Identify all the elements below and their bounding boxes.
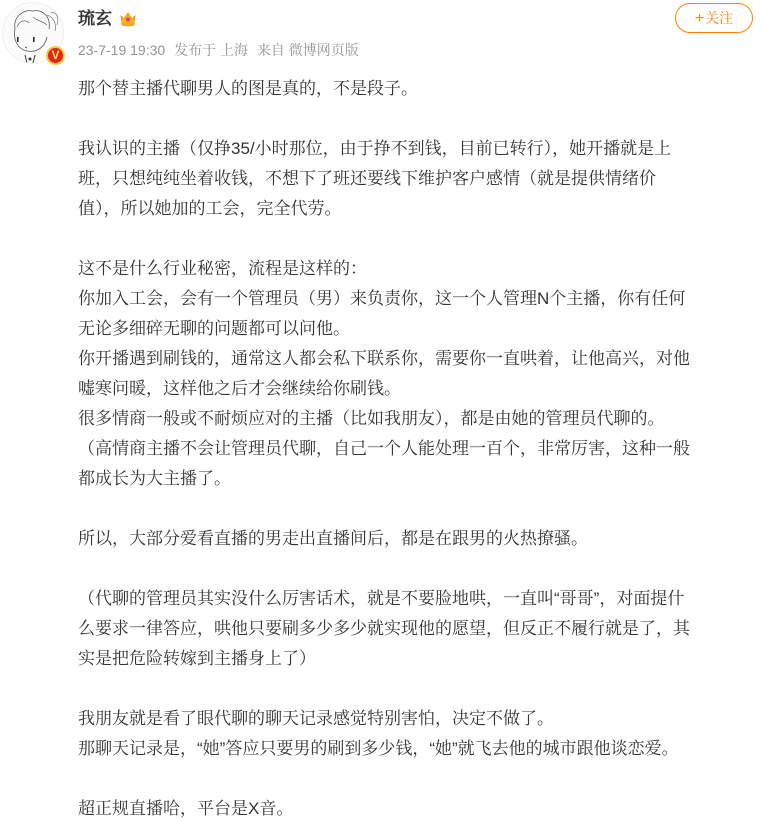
verified-v-icon: V xyxy=(46,46,65,65)
post-body-line: 我认识的主播（仅挣35/小时那位，由于挣不到钱，目前已转行），她开播就是上 xyxy=(78,139,672,158)
post-body-line xyxy=(78,554,758,584)
post-meta xyxy=(78,40,364,60)
post-body-line xyxy=(78,224,758,254)
post-location: 发布于 上海 xyxy=(174,42,248,58)
crown-icon[interactable] xyxy=(119,10,137,28)
author-name[interactable]: 琉玄 xyxy=(78,9,112,28)
post-source: 来自 微博网页版 xyxy=(256,42,359,58)
post-body-line xyxy=(78,104,758,134)
post-body-line: 班，只想纯纯坐着收钱，不想下了班还要线下维护客户感情（就是提供情绪价 xyxy=(78,169,656,188)
post-body-line: 你开播遇到刷钱的，通常这人都会私下联系你，需要你一直哄着，让他高兴，对他 xyxy=(78,349,690,368)
post-time[interactable]: 23-7-19 19:30 xyxy=(78,42,166,58)
post-body-line: 你加入工会，会有一个管理员（男）来负责你，这一个人管理N个主播，你有任何 xyxy=(78,289,686,308)
post-body-line: 那个替主播代聊男人的图是真的，不是段子。 xyxy=(78,79,418,98)
plus-icon: + xyxy=(694,10,705,27)
author-avatar[interactable] xyxy=(2,2,64,64)
post-body-line: 么要求一律答应，哄他只要刷多少多少就实现他的愿望，但反正不履行就是了，其 xyxy=(78,619,690,638)
post-body-line: 所以，大部分爱看直播的男走出直播间后，都是在跟男的火热撩骚。 xyxy=(78,529,588,548)
follow-label: 关注 xyxy=(705,10,734,26)
post-body-line: 很多情商一般或不耐烦应对的主播（比如我朋友），都是由她的管理员代聊的。 xyxy=(78,409,665,428)
post-body xyxy=(78,74,758,824)
post-body-line: （代聊的管理员其实没什么厉害话术，就是不要脸地哄，一直叫“哥哥”，对面提什 xyxy=(78,589,685,608)
post-body-line: 值），所以她加的工会，完全代劳。 xyxy=(78,199,342,218)
post-body-line: 这不是什么行业秘密，流程是这样的： xyxy=(78,259,367,278)
follow-button[interactable] xyxy=(675,3,753,33)
post-body-line xyxy=(78,764,758,794)
post-body-line: 那聊天记录是，“她”答应只要男的刷到多少钱，“她”就飞去他的城市跟他谈恋爱。 xyxy=(78,739,679,758)
post-body-line: 嘘寒问暖，这样他之后才会继续给你刷钱。 xyxy=(78,379,401,398)
post-body-line xyxy=(78,674,758,704)
post-body-line: 无论多细碎无聊的问题都可以问他。 xyxy=(78,319,350,338)
post-body-line xyxy=(78,494,758,524)
post-body-line: 超正规直播哈，平台是X音。 xyxy=(78,799,294,818)
post-body-line: 我朋友就是看了眼代聊的聊天记录感觉特别害怕，决定不做了。 xyxy=(78,709,554,728)
post-body-line: 都成长为大主播了。 xyxy=(78,469,231,488)
post-body-line: 实是把危险转嫁到主播身上了） xyxy=(78,649,316,668)
post-body-line: （高情商主播不会让管理员代聊，自己一个人能处理一百个，非常厉害，这种一般 xyxy=(78,439,690,458)
